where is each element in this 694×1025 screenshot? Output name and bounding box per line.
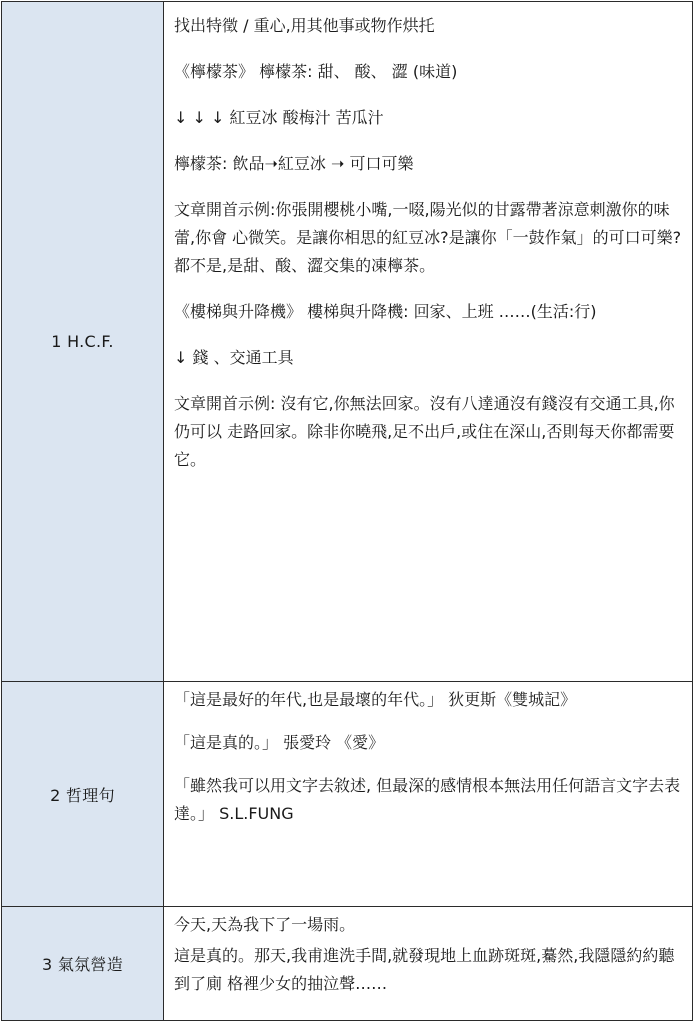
row-label: 3 氣氛營造 xyxy=(2,907,164,1021)
content-line: 「這是最好的年代,也是最壞的年代。」 狄更斯《雙城記》 xyxy=(174,690,577,709)
row-content xyxy=(164,907,693,1021)
table-row xyxy=(2,682,693,907)
row-label: 2 哲理句 xyxy=(2,682,164,907)
row-content xyxy=(164,682,693,907)
content-line: 文章開首示例: 沒有它,你無法回家。沒有八達通沒有錢沒有交通工具,你仍可以 走路回家。除非你曉飛,足不出戶,或住在深山,否則每天你都需要它。 xyxy=(174,394,675,469)
table-row xyxy=(2,2,693,682)
content-line: 找出特徵 / 重心,用其他事或物作烘托 xyxy=(174,16,435,35)
content-line: 《樓梯與升降機》 樓梯與升降機: 回家、上班 ……(生活:行) xyxy=(174,302,597,321)
content-line: 今天,天為我下了一場雨。 xyxy=(174,915,356,934)
content-line: 「這是真的。」 張愛玲 《愛》 xyxy=(174,733,385,752)
content-line: 檸檬茶: 飲品➝紅豆冰 ➝ 可口可樂 xyxy=(174,154,414,173)
row-content xyxy=(164,2,693,682)
content-line: 文章開首示例:你張開櫻桃小嘴,一啜,陽光似的甘露帶著涼意刺激你的味蕾,你會 心微笑。是讓你相思的紅豆冰?是讓你「一鼓作氣」的可口可樂?都不是,是甜、酸、澀交集的凍檸茶。 xyxy=(174,200,682,275)
table-row xyxy=(2,907,693,1021)
content-line: 這是真的。那天,我甫進洗手間,就發現地上血跡斑斑,驀然,我隱隱約約聽到了廁 格裡少女的抽泣聲…… xyxy=(174,946,675,993)
notes-table xyxy=(1,1,693,1021)
content-line: ↓ 錢 、交通工具 xyxy=(174,348,294,367)
content-line: 「雖然我可以用文字去敘述, 但最深的感情根本無法用任何語言文字去表達。」 S.L.FUNG xyxy=(174,776,681,823)
content-line: ↓ ↓ ↓ 紅豆冰 酸梅汁 苦瓜汁 xyxy=(174,108,384,127)
row-label: 1 H.C.F. xyxy=(2,2,164,682)
content-line: 《檸檬茶》 檸檬茶: 甜、 酸、 澀 (味道) xyxy=(174,62,458,81)
